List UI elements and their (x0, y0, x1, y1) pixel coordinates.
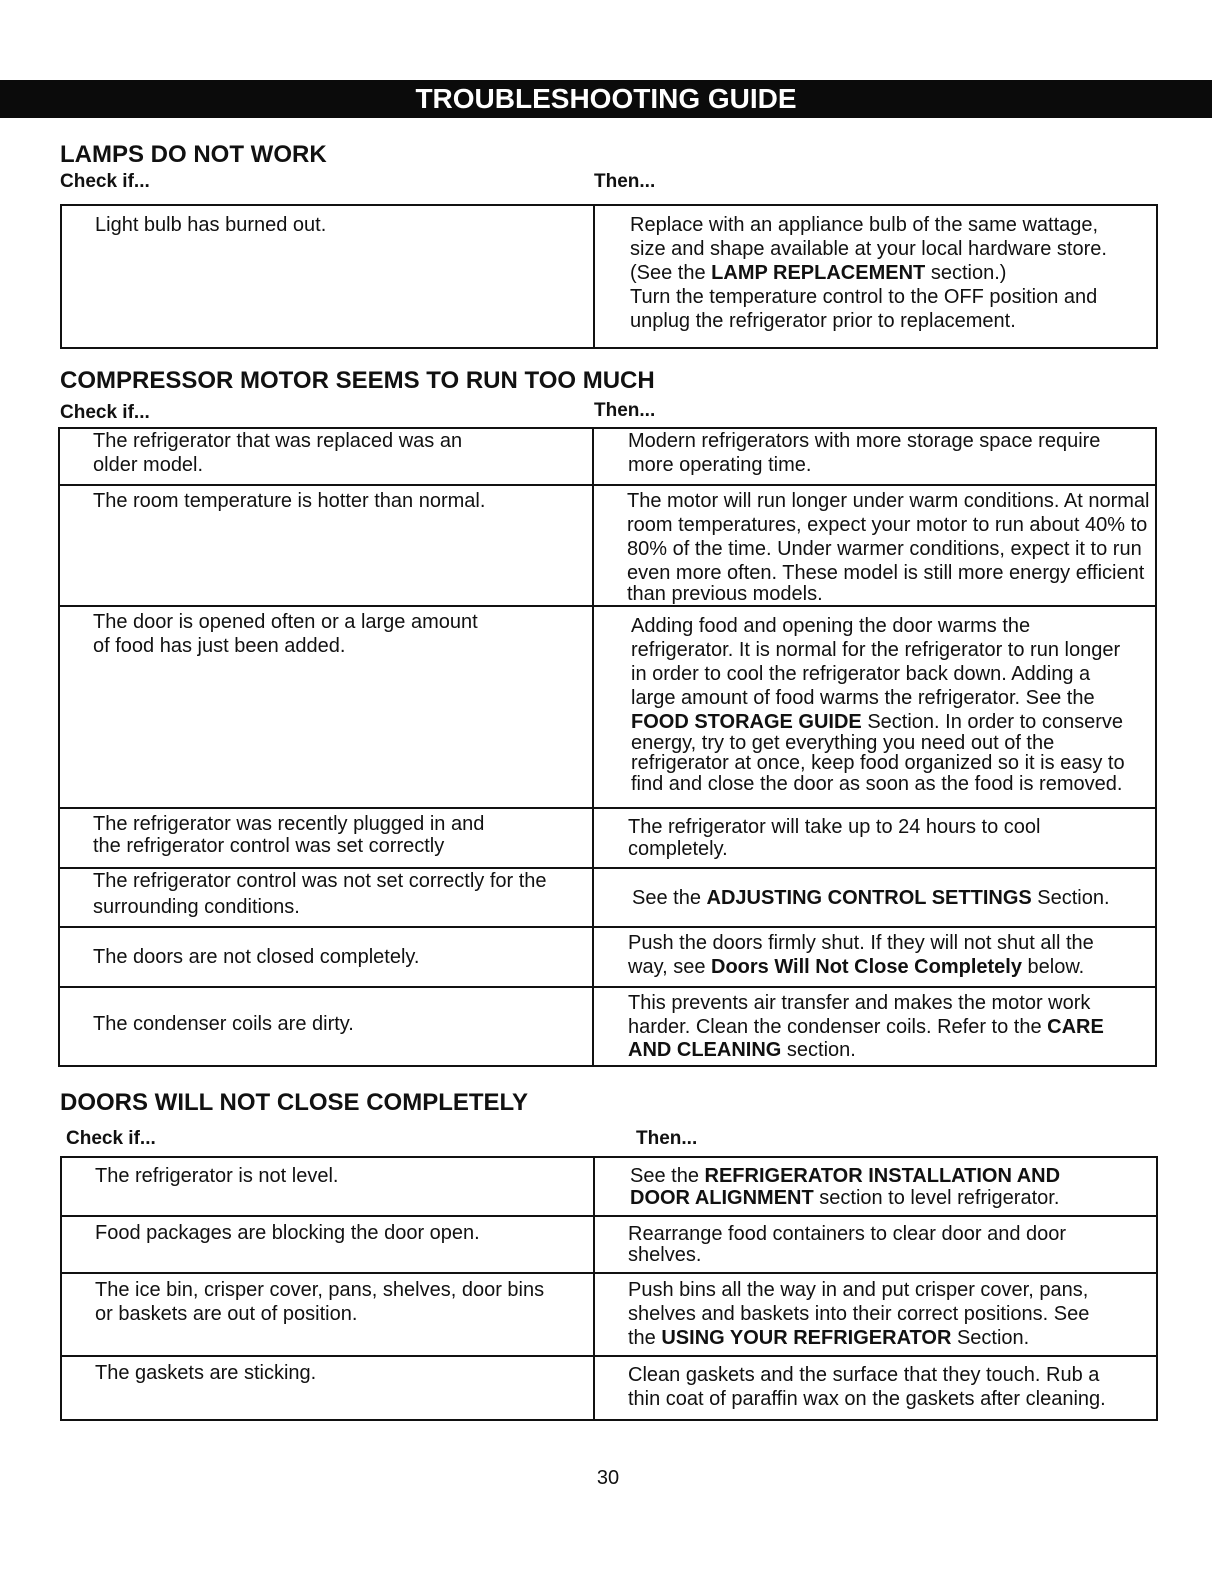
text-segment: harder. Clean the condenser coils. Refer to the (628, 1016, 1048, 1038)
text-line: The refrigerator is not level. (95, 1165, 339, 1187)
text-line (630, 261, 1006, 285)
text-line: of food has just been added. (93, 635, 346, 657)
then-cell (592, 486, 1155, 605)
text-segment: (See the (630, 262, 712, 284)
text-line: Replace with an appliance bulb of the same wattage, (630, 214, 1099, 236)
text-line: Push bins all the way in and put crisper cover, pans, (628, 1279, 1089, 1301)
check-if-cell (62, 1158, 593, 1215)
text-line: The condenser coils are dirty. (93, 1013, 354, 1035)
then-cell (593, 1158, 1156, 1215)
text-line: The doors are not closed completely. (93, 946, 420, 968)
text-segment: Section. In order to conserve (861, 711, 1124, 733)
text-line: in order to cool the refrigerator back down. Adding a (631, 663, 1091, 685)
text-line: than previous models. (627, 583, 823, 605)
text-line: energy, try to get everything you need out of the (631, 732, 1055, 754)
text-line: The refrigerator was recently plugged in and (93, 813, 485, 835)
text-line: The refrigerator control was not set correctly for the (93, 870, 547, 892)
bold-text-segment: LAMP REPLACEMENT (711, 262, 926, 284)
then-cell (593, 1357, 1156, 1419)
check-if-cell (60, 607, 592, 807)
text-line (628, 955, 1084, 979)
then-cell (592, 429, 1155, 484)
then-cell (592, 928, 1155, 986)
text-line: This prevents air transfer and makes the motor work (628, 992, 1091, 1014)
text-line: Light bulb has burned out. (95, 214, 327, 236)
text-line: shelves and baskets into their correct positions. See (628, 1303, 1090, 1325)
text-line: The refrigerator will take up to 24 hours to cool (628, 816, 1041, 838)
text-line: The gaskets are sticking. (95, 1362, 317, 1384)
text-line: Push the doors firmly shut. If they will not shut all the (628, 932, 1094, 954)
text-segment: the (628, 1327, 662, 1349)
text-line: 80% of the time. Under warmer conditions, expect it to run (627, 538, 1142, 560)
table-row (58, 807, 1157, 869)
text-segment: way, see (628, 956, 711, 978)
text-line: refrigerator. It is normal for the refrigerator to run longer (631, 639, 1121, 661)
table-row (60, 204, 1158, 349)
table-row (60, 1355, 1158, 1421)
check-if-cell (60, 988, 592, 1065)
then-cell (592, 869, 1155, 926)
text-line: unplug the refrigerator prior to replacement. (630, 310, 1016, 332)
title-banner (0, 80, 1212, 118)
bold-text-segment: ADJUSTING CONTROL SETTINGS (706, 887, 1032, 909)
table-row (58, 484, 1157, 607)
text-line: Adding food and opening the door warms the (631, 615, 1031, 637)
bold-text-segment: DOOR ALIGNMENT (630, 1187, 814, 1209)
text-segment: section to level refrigerator. (813, 1187, 1060, 1209)
text-line (628, 1326, 1029, 1350)
then-cell (593, 206, 1156, 347)
check-if-cell (62, 1274, 593, 1355)
text-segment: section. (781, 1039, 856, 1061)
text-line: find and close the door as soon as the food is removed. (631, 773, 1123, 795)
text-line: more operating time. (628, 454, 812, 476)
text-line: completely. (628, 838, 728, 860)
text-line: or baskets are out of position. (95, 1303, 358, 1325)
text-line: older model. (93, 454, 204, 476)
page-number: 30 (596, 1467, 620, 1489)
then-label: Then... (636, 1128, 698, 1149)
check-if-cell (60, 486, 592, 605)
check-if-cell (62, 1217, 593, 1272)
text-line: room temperatures, expect your motor to run about 40% to (627, 514, 1148, 536)
text-line: The door is opened often or a large amount (93, 611, 478, 633)
text-line: Rearrange food containers to clear door and door (628, 1223, 1067, 1245)
text-segment: Section. (1031, 887, 1110, 909)
text-line: Modern refrigerators with more storage space require (628, 430, 1101, 452)
then-cell (592, 988, 1155, 1065)
text-line: thin coat of paraffin wax on the gaskets after cleaning. (628, 1388, 1106, 1410)
table-row (60, 1156, 1158, 1217)
text-line: large amount of food warms the refrigerator. See the (631, 687, 1095, 709)
text-line: even more often. These model is still more energy efficient (627, 562, 1145, 584)
text-segment: below. (1021, 956, 1085, 978)
section-heading: DOORS WILL NOT CLOSE COMPLETELY (60, 1089, 529, 1116)
section-heading: COMPRESSOR MOTOR SEEMS TO RUN TOO MUCH (60, 367, 655, 394)
table-row (58, 986, 1157, 1067)
then-cell (593, 1274, 1156, 1355)
check-if-label: Check if... (60, 402, 150, 423)
text-line: Food packages are blocking the door open. (95, 1222, 480, 1244)
then-label: Then... (594, 171, 656, 192)
bold-text-segment: AND CLEANING (628, 1039, 782, 1061)
text-segment: Section. (951, 1327, 1030, 1349)
text-line: The room temperature is hotter than normal. (93, 490, 486, 512)
table-row (58, 427, 1157, 486)
text-line: The ice bin, crisper cover, pans, shelves, door bins (95, 1279, 545, 1301)
table-row (58, 605, 1157, 809)
text-segment: section.) (925, 262, 1007, 284)
table-row (60, 1272, 1158, 1357)
compressor-troubleshooting-table (58, 427, 1157, 1067)
check-if-cell (62, 1357, 593, 1419)
then-cell (593, 1217, 1156, 1272)
text-segment: See the (632, 887, 707, 909)
section-heading: LAMPS DO NOT WORK (60, 141, 327, 168)
check-if-cell (60, 928, 592, 986)
lamps-troubleshooting-table (60, 204, 1158, 349)
text-line: Turn the temperature control to the OFF position and (630, 286, 1098, 308)
then-cell (592, 809, 1155, 867)
text-line (628, 1015, 1104, 1039)
text-line (630, 1164, 1060, 1188)
text-line (632, 886, 1110, 910)
bold-text-segment: CARE (1047, 1016, 1104, 1038)
text-line: surrounding conditions. (93, 896, 300, 918)
check-if-cell (60, 869, 592, 926)
bold-text-segment: Doors Will Not Close Completely (711, 956, 1022, 978)
then-label: Then... (594, 400, 656, 421)
text-line: size and shape available at your local hardware store. (630, 238, 1107, 260)
bold-text-segment: USING YOUR REFRIGERATOR (661, 1327, 952, 1349)
doors-troubleshooting-table (60, 1156, 1158, 1421)
bold-text-segment: FOOD STORAGE GUIDE (631, 711, 862, 733)
text-line: Clean gaskets and the surface that they touch. Rub a (628, 1364, 1100, 1386)
check-if-cell (60, 429, 592, 484)
text-line: The motor will run longer under warm conditions. At normal (627, 490, 1150, 512)
check-if-label: Check if... (66, 1128, 156, 1149)
text-line: The refrigerator that was replaced was an (93, 430, 463, 452)
text-line: refrigerator at once, keep food organized so it is easy to (631, 752, 1125, 774)
text-line (630, 1186, 1059, 1210)
then-cell (592, 607, 1155, 807)
text-segment: See the (630, 1165, 705, 1187)
check-if-cell (62, 206, 593, 347)
table-row (58, 926, 1157, 988)
table-row (60, 1215, 1158, 1274)
check-if-label: Check if... (60, 171, 150, 192)
text-line (628, 1038, 856, 1062)
bold-text-segment: REFRIGERATOR INSTALLATION AND (704, 1165, 1061, 1187)
table-row (58, 867, 1157, 928)
text-line: shelves. (628, 1244, 702, 1266)
text-line: the refrigerator control was set correctly (93, 835, 445, 857)
check-if-cell (60, 809, 592, 867)
page-title: TROUBLESHOOTING GUIDE (415, 83, 797, 114)
